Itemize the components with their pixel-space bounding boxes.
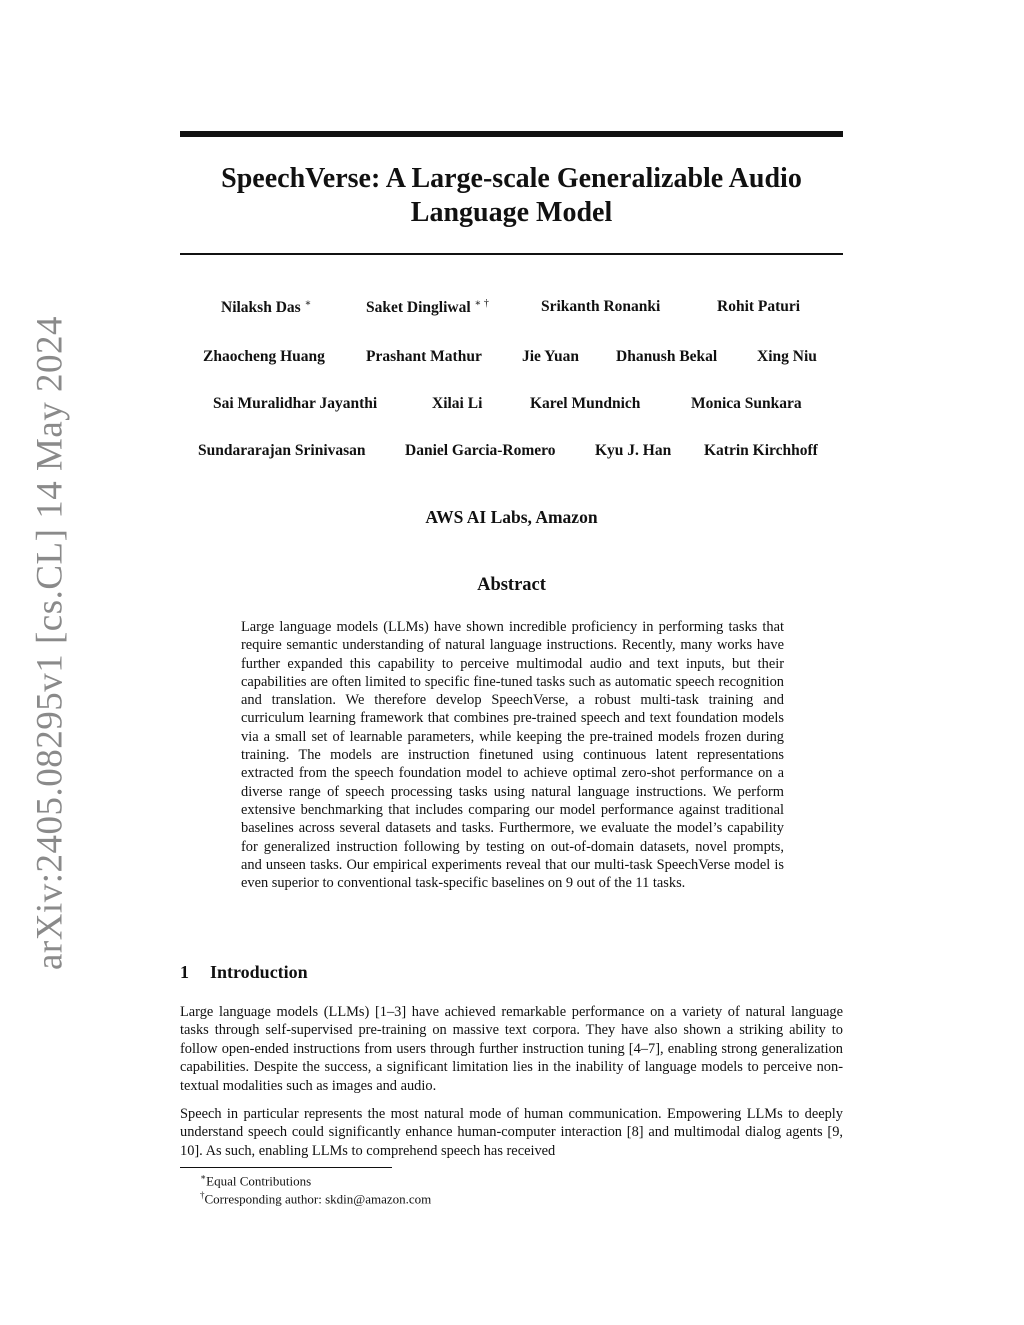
- author: Srikanth Ronanki: [541, 298, 661, 315]
- author: Xing Niu: [757, 348, 817, 365]
- author: Rohit Paturi: [717, 298, 801, 315]
- author: Kyu J. Han: [595, 442, 672, 459]
- intro-paragraph-1: Large language models (LLMs) [1–3] have achieved remarkable performance on a variety of natural language tasks through self-supervised pre-training on massive text corpora. They have also shown a striking ability to follow open-ended instructions from users through further instruction tuning [4–7], enabling strong generalization capabilities. Despite the success, a significant limitation lies in the inability of language models to perceive non-textual modalities such as images and audio.: [180, 1004, 843, 1094]
- section-number: 1: [180, 962, 189, 982]
- author: Daniel Garcia-Romero: [405, 442, 556, 459]
- abstract-body: Large language models (LLMs) have shown incredible proficiency in performing tasks that require semantic understanding of natural language instructions. Recently, many works have further expanded this capability to perceive multimodal audio and text inputs, but their capabilities are often limited to specific fine-tuned tasks such as automatic speech recognition and translation. We therefore develop SpeechVerse, a robust multi-task training and curriculum learning framework that combines pre-trained speech and text foundation models via a small set of learnable parameters, while keeping the pre-trained models frozen during training. The models are instruction finetuned using continuous latent representations extracted from the speech foundation model to achieve optimal zero-shot performance on a diverse range of speech processing tasks using natural language instructions. We perform extensive benchmarking that includes comparing our model performance against traditional baselines across several datasets and tasks. Furthermore, we evaluate the model’s capability for generalized instruction following by testing on out-of-domain datasets, novel prompts, and unseen tasks. Our empirical experiments reveal that our multi-task SpeechVerse model is even superior to conventional task-specific baselines on 9 out of the 11 tasks.: [241, 619, 784, 892]
- author: Dhanush Bekal: [616, 348, 718, 365]
- author: Nilaksh Das ∗: [221, 298, 312, 317]
- paper-title: [180, 162, 843, 230]
- author: Katrin Kirchhoff: [704, 442, 818, 459]
- author: Karel Mundnich: [530, 395, 641, 412]
- arxiv-id: arXiv:2405.08295v1 [cs.CL] 14 May 2024: [29, 315, 71, 971]
- section-title: Introduction: [210, 962, 308, 982]
- author: Jie Yuan: [522, 348, 579, 365]
- arxiv-stamp: [29, 315, 71, 971]
- section-heading: [180, 962, 308, 983]
- author: Xilai Li: [432, 395, 483, 412]
- footnote-equal-contributions: ∗Equal Contributions: [200, 1172, 312, 1189]
- footnote-corresponding-author: †Corresponding author: skdin@amazon.com: [200, 1190, 432, 1207]
- title-rule-top: [180, 131, 843, 137]
- abstract-heading: Abstract: [477, 575, 546, 595]
- author: Sundararajan Srinivasan: [198, 442, 366, 459]
- title-rule-bottom: [180, 253, 843, 255]
- intro-paragraph-2: Speech in particular represents the most natural mode of human communication. Empowering LLMs to deeply understand speech could significantly enhance human-computer interaction [8] and multimodal dialog agents [9, 10]. As such, enabling LLMs to comprehend speech has received: [180, 1106, 843, 1159]
- author: Zhaocheng Huang: [203, 348, 325, 365]
- title-line-1: SpeechVerse: A Large-scale Generalizable Audio: [221, 163, 802, 194]
- author: Prashant Mathur: [366, 348, 482, 365]
- title-line-2: Language Model: [410, 197, 613, 228]
- author: Saket Dingliwal ∗ †: [366, 298, 489, 317]
- author: Monica Sunkara: [691, 395, 802, 412]
- affiliation: AWS AI Labs, Amazon: [425, 507, 598, 527]
- footnote-rule: [180, 1167, 392, 1168]
- author: Sai Muralidhar Jayanthi: [213, 395, 378, 412]
